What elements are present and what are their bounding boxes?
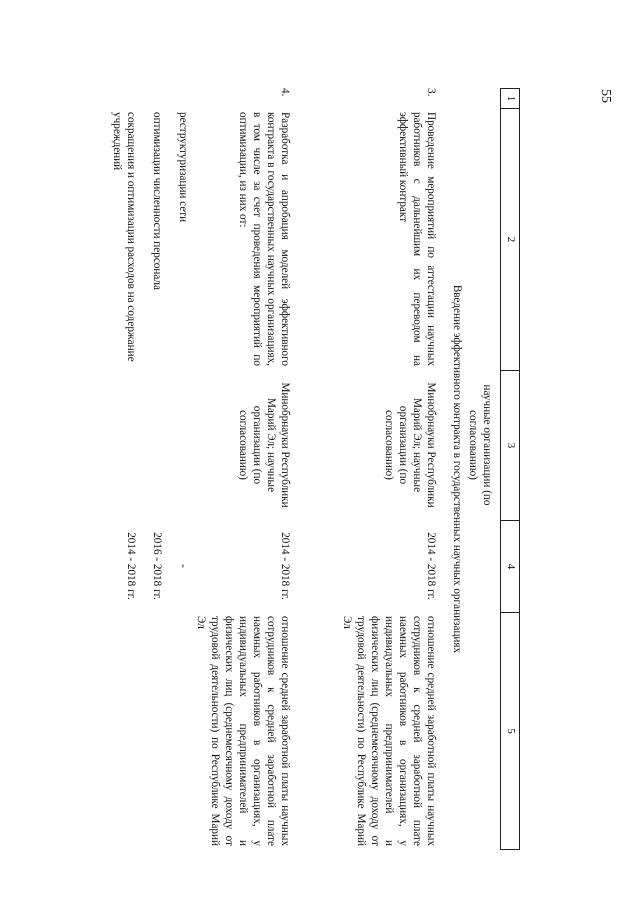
row-period: 2014 - 2018 гг. — [425, 532, 437, 600]
sub-item-text: реструктуризации сети — [177, 112, 189, 223]
row-responsible: Минобрнауки Республики Марий Эл; научные организации (по согласованию) — [383, 382, 437, 508]
rotated-table — [100, 88, 520, 850]
sub-item-period: 2016 - 2018 гг. — [151, 532, 163, 600]
row-responsible: Минобрнауки Республики Марий Эл; научные организации (по согласованию) — [237, 382, 291, 508]
sub-item-period: - — [177, 564, 189, 568]
row-period: 2014 - 2018 гг. — [279, 532, 291, 600]
table-sheet — [100, 88, 520, 850]
page-number: 55 — [598, 89, 613, 103]
row-activity: Проведение мероприятий по аттестации научных работников с дальнейшим их переводом на эффективный контракт — [397, 112, 437, 366]
row-indicator: отношение средней заработной платы научных сотрудников к средней заработной плате наемных работников в организациях, у индивидуальных предпринимателей и физических лиц (среднемесячному доходу от трудовой деятельности) по Республике Марий Эл — [341, 616, 437, 846]
sub-item-responsible — [150, 370, 164, 520]
column-number-1: 1 — [501, 88, 519, 108]
column-number-5: 5 — [501, 612, 519, 850]
row-activity: Разработка и апробация моделей эффективного контракта в государственных научных организациях, в том числе за счет проведения мероприятий по оптимизации, из них от: — [237, 112, 291, 366]
table-row — [340, 88, 438, 850]
row-indicator: отношение средней заработной платы научных сотрудников к средней заработной плате наемных работников в организациях, у индивидуальных предпринимателей и физических лиц (среднемесячному доходу от трудовой деятельности) по Республике Марий Эл — [195, 616, 291, 846]
row-number: 4. — [279, 88, 291, 97]
sub-item-text: сокращения и оптимизации расходов на содержание учреждений — [111, 112, 137, 362]
column-number-2: 2 — [501, 108, 519, 370]
section-title: Введение эффективного контракта в государственных научных организациях — [451, 284, 463, 654]
sub-item-responsible — [110, 370, 138, 520]
sub-item — [150, 108, 164, 612]
sub-item — [110, 108, 138, 612]
sub-item-responsible — [176, 370, 190, 520]
row-number: 3. — [425, 88, 437, 97]
table-row — [194, 88, 292, 850]
sub-item — [176, 108, 190, 612]
sub-item-period: 2014 - 2018 гг. — [125, 532, 137, 600]
sub-item-text: оптимизации численности персонала — [151, 112, 163, 290]
column-number-row — [500, 88, 520, 850]
continuation-responsible: научные организации (по согласованию) — [467, 384, 493, 506]
column-number-4: 4 — [501, 520, 519, 612]
column-number-3: 3 — [501, 370, 519, 520]
